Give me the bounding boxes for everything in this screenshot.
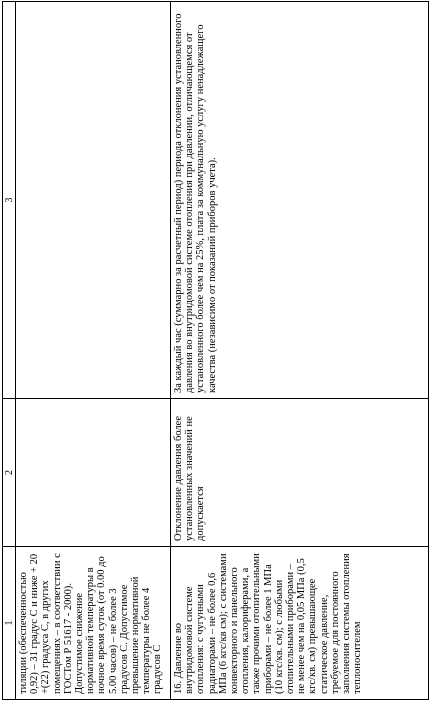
continuation-requirement-cell: тиляции (обеспеченностью 0,92) – 31 градус С и ниже + 20 +(22) градуса С, в других помещениях – в соответствии с ГОСТом Р 51617 - 2000). Допустимое снижение нормативной температуры в ночное время суток (от 0.00 до 5.00 часов) – не более 3 градусов С. Допустимое превышение нормативной температуры не более 4 градусов С [16,547,171,700]
table-row-continuation [16,2,171,700]
row16-deviation-cell: Отклонение давления более установленных значений не допускается [171,399,429,547]
continuation-deviation-cell [16,399,171,547]
table-header-row [3,2,16,700]
row16-requirement-cell: 16. Давление во внутридомовой системе отопления: с чугунными радиаторами – не более 0,6 МПа (6 кгс/кв см); с системами конвекторного и панельного отопления, калориферами, а также прочими отопительными приборами – не более 1 МПа (10 кгс/кв. см); с любыми отопительными приборами – не менее чем на 0,05 МПа (0,5 кгс/кв. см) превышающее статическое давление, требуемое для постоянного заполнения системы отопления теплоносителем [171,547,429,700]
row16-payment-cell: За каждый час (суммарно за расчетный период) периода отклонения установленного давления во внутридомовой системе отопления при давлении, отличающемся от установленного более чем на 25%, плата за коммунальную услугу ненадлежащего качества (независимо от показаний приборов учета). [171,2,429,399]
header-col-3: 3 [3,2,16,399]
requirements-table [2,1,429,700]
continuation-payment-cell [16,2,171,399]
header-col-1: 1 [3,547,16,700]
table-row-16 [171,2,429,700]
header-col-2: 2 [3,399,16,547]
